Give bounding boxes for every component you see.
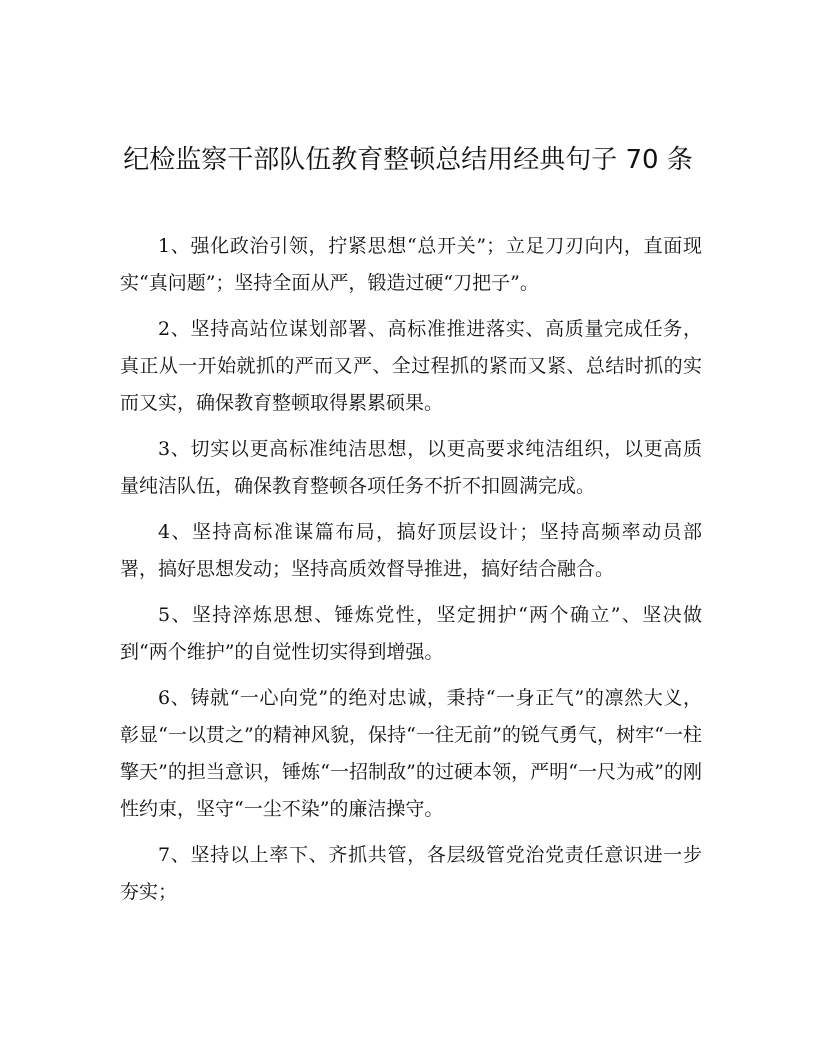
paragraph-6: 6、铸就“一心向党”的绝对忠诚，秉持“一身正气”的凛然大义，彰显“一以贯之”的精神风貌，保持“一往无前”的锐气勇气，树牢“一柱擎天”的担当意识，锤炼“一招制敌”的过硬本领，严明“一尺为戒”的刚性约束，坚守“一尘不染”的廉洁操守。 bbox=[120, 687, 702, 820]
paragraph-5: 5、坚持淬炼思想、锤炼党性，坚定拥护“两个确立”、坚决做到“两个维护”的自觉性切实得到增强。 bbox=[120, 604, 702, 663]
paragraph-3: 3、切实以更高标准纯洁思想，以更高要求纯洁组织，以更高质量纯洁队伍，确保教育整顿各项任务不折不扣圆满完成。 bbox=[120, 438, 702, 497]
paragraph-1: 1、强化政治引领，拧紧思想“总开关”；立足刀刃向内，直面现实“真问题”；坚持全面从严，锻造过硬“刀把子”。 bbox=[120, 235, 702, 294]
paragraph-7: 7、坚持以上率下、齐抓共管，各层级管党治党责任意识进一步夯实； bbox=[120, 844, 702, 903]
document-body bbox=[120, 228, 702, 920]
paragraph-2: 2、坚持高站位谋划部署、高标准推进落实、高质量完成任务，真正从一开始就抓的严而又严、全过程抓的紧而又紧、总结时抓的实而又实，确保教育整顿取得累累硕果。 bbox=[120, 318, 702, 414]
document-title: 纪检监察干部队伍教育整顿总结用经典句子 70 条 bbox=[123, 145, 693, 175]
paragraph-4: 4、坚持高标准谋篇布局，搞好顶层设计；坚持高频率动员部署，搞好思想发动；坚持高质效督导推进，搞好结合融合。 bbox=[120, 521, 702, 580]
